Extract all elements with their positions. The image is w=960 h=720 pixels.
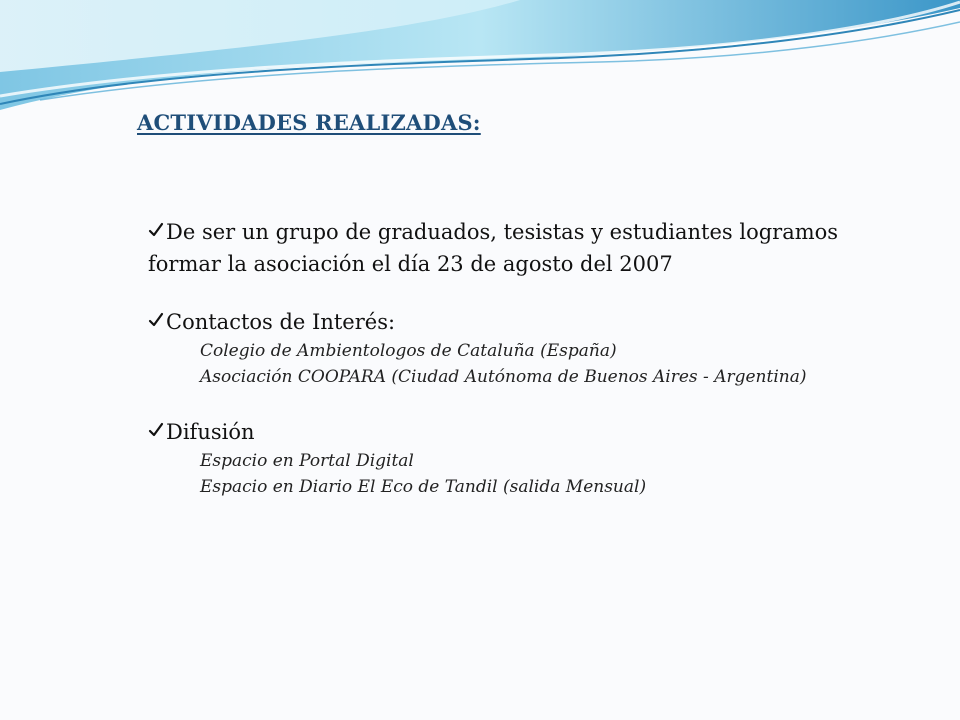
sub-item: Asociación COOPARA (Ciudad Autónoma de Buenos Aires - Argentina) [200, 367, 807, 387]
checkmark-icon [148, 422, 166, 438]
list-item [148, 216, 878, 280]
list-item-text: De ser un grupo de graduados, tesistas y estudiantes logramos formar la asociación el día 23 de agosto del 2007 [148, 220, 839, 276]
checkmark-icon [148, 312, 166, 328]
decorative-wave-header [0, 0, 960, 120]
bullet-list [148, 216, 878, 500]
sub-list [200, 448, 878, 500]
sub-item: Colegio de Ambientologos de Cataluña (España) [200, 341, 617, 361]
list-item [148, 306, 878, 390]
checkmark-icon [148, 222, 166, 238]
slide-title: ACTIVIDADES REALIZADAS: [137, 110, 481, 135]
list-item-text: Contactos de Interés: [166, 310, 396, 334]
sub-list [200, 338, 878, 390]
sub-item: Espacio en Diario El Eco de Tandil (salida Mensual) [200, 477, 647, 497]
list-item [148, 416, 878, 500]
sub-item: Espacio en Portal Digital [200, 451, 414, 471]
list-item-text: Difusión [166, 420, 255, 444]
